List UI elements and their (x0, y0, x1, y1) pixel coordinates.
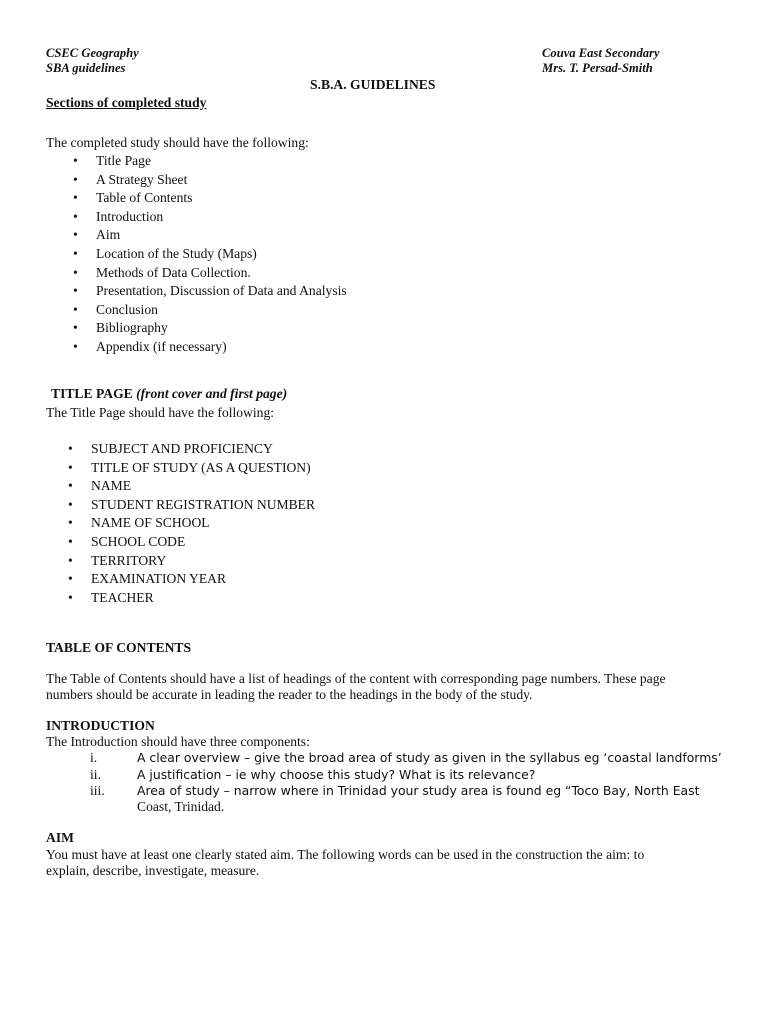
sections-heading: Sections of completed study (46, 95, 207, 110)
list-item (68, 514, 315, 533)
list-item-text: Aim (96, 227, 121, 243)
page-title: S.B.A. GUIDELINES (310, 77, 436, 92)
bullet-icon: • (73, 227, 78, 243)
list-item (73, 282, 347, 301)
intro-item-text: A clear overview – give the broad area of study as given in the syllabus eg ‘coastal landforms’ (137, 750, 722, 765)
bullet-icon: • (73, 264, 78, 280)
list-item-text: Bibliography (96, 320, 168, 336)
list-item (68, 477, 315, 496)
title-page-intro: The Title Page should have the following: (46, 405, 275, 420)
bullet-icon: • (73, 208, 78, 224)
sections-list (73, 152, 347, 357)
intro-item-text: A justification – ie why choose this study? What is its relevance? (137, 767, 536, 782)
list-item-text: SCHOOL CODE (91, 533, 186, 549)
list-item (73, 338, 347, 357)
bullet-icon: • (68, 459, 73, 475)
list-item-text: Introduction (96, 208, 164, 224)
list-item (73, 226, 347, 245)
bullet-icon: • (73, 338, 78, 354)
intro-item-text: Area of study – narrow where in Trinidad your study area is found eg “Toco Bay, North East (137, 783, 700, 798)
bullet-icon: • (73, 190, 78, 206)
aim-heading: AIM (46, 830, 74, 845)
intro-item (90, 767, 690, 783)
list-item-text: TITLE OF STUDY (AS A QUESTION) (91, 459, 311, 475)
list-item (68, 570, 315, 589)
list-item (73, 171, 347, 190)
bullet-icon: • (68, 478, 73, 494)
list-item-text: Location of the Study (Maps) (96, 245, 257, 261)
toc-paragraph-line1: The Table of Contents should have a list of headings of the content with corresponding page numbers. These page (46, 671, 666, 686)
list-item (68, 533, 315, 552)
bullet-icon: • (68, 441, 73, 456)
aim-paragraph-line2: explain, describe, investigate, measure. (46, 863, 260, 878)
bullet-icon: • (73, 320, 78, 336)
list-item-text: Presentation, Discussion of Data and Analysis (96, 283, 347, 299)
list-item (68, 496, 315, 515)
list-item-text: NAME (91, 478, 132, 494)
bullet-icon: • (68, 589, 73, 605)
introduction-intro: The Introduction should have three components: (46, 734, 310, 749)
list-item-text: EXAMINATION YEAR (91, 571, 227, 587)
list-item (73, 208, 347, 227)
title-page-list (68, 440, 315, 607)
list-item-text: STUDENT REGISTRATION NUMBER (91, 496, 316, 512)
list-item-text: Table of Contents (96, 190, 193, 206)
list-item (73, 301, 347, 320)
sections-intro: The completed study should have the following: (46, 135, 309, 150)
introduction-heading: INTRODUCTION (46, 718, 155, 733)
list-item (73, 264, 347, 283)
toc-paragraph-line2: numbers should be accurate in leading the reader to the headings in the body of the study. (46, 687, 533, 702)
bullet-icon: • (73, 245, 78, 261)
header-doc-type: SBA guidelines (46, 61, 126, 75)
bullet-icon: • (68, 533, 73, 549)
list-item (73, 152, 347, 171)
list-item-text: TERRITORY (91, 552, 167, 568)
intro-item-number: i. (90, 750, 98, 765)
bullet-icon: • (68, 515, 73, 531)
bullet-icon: • (73, 171, 78, 187)
list-item (68, 589, 315, 608)
list-item-text: Title Page (96, 153, 152, 168)
list-item (68, 459, 315, 478)
list-item (68, 440, 315, 459)
toc-heading: TABLE OF CONTENTS (46, 640, 192, 655)
title-page-heading (51, 386, 287, 401)
list-item-text: SUBJECT AND PROFICIENCY (91, 441, 273, 456)
list-item-text: A Strategy Sheet (96, 171, 188, 187)
header-course: CSEC Geography (46, 46, 139, 60)
bullet-icon: • (68, 571, 73, 587)
intro-item (90, 750, 722, 766)
bullet-icon: • (68, 496, 73, 512)
list-item (68, 552, 315, 571)
list-item (73, 319, 347, 338)
title-page-heading-text: TITLE PAGE (51, 386, 133, 401)
list-item (73, 245, 347, 264)
title-page-heading-sub: (front cover and first page) (136, 386, 288, 401)
list-item-text: Appendix (if necessary) (96, 338, 227, 354)
intro-item (90, 783, 700, 815)
bullet-icon: • (73, 153, 78, 168)
intro-item-text-continued: Coast, Trinidad. (137, 799, 225, 814)
bullet-icon: • (73, 283, 78, 299)
bullet-icon: • (68, 552, 73, 568)
header-school: Couva East Secondary (542, 46, 660, 60)
list-item-text: NAME OF SCHOOL (91, 515, 210, 531)
intro-item-number: ii. (90, 767, 101, 782)
header-teacher: Mrs. T. Persad-Smith (542, 61, 653, 75)
bullet-icon: • (73, 301, 78, 317)
list-item (73, 189, 347, 208)
intro-item-number: iii. (90, 783, 105, 798)
list-item-text: TEACHER (91, 589, 154, 605)
list-item-text: Conclusion (96, 301, 158, 317)
list-item-text: Methods of Data Collection. (96, 264, 251, 280)
aim-paragraph-line1: You must have at least one clearly stated aim. The following words can be used in the construction the aim: to (46, 847, 645, 862)
